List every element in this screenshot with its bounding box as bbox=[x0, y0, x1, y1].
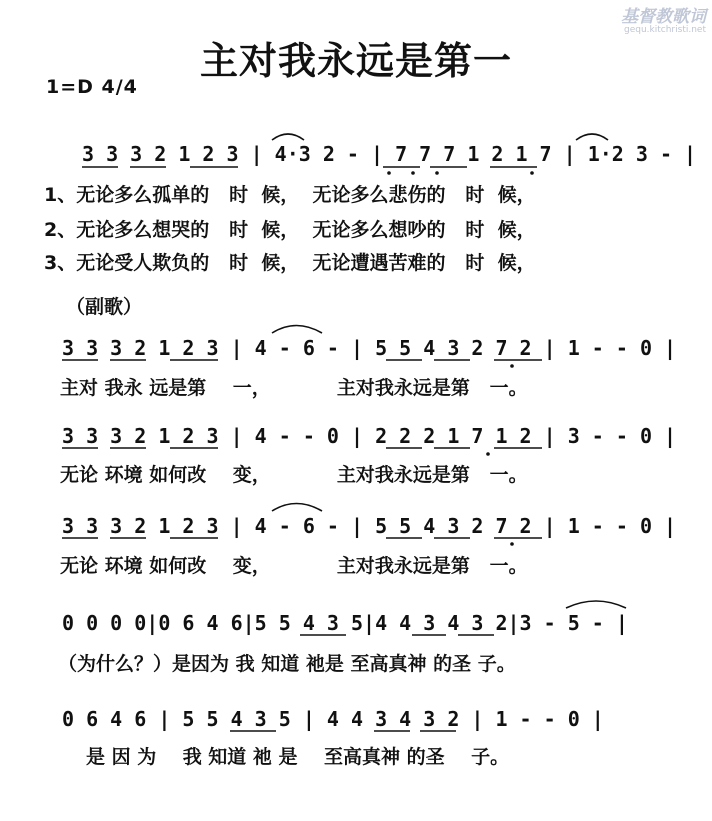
chorus-3-lyric: 无论 环境 如何改 变， 主对我永远是第 一。 bbox=[60, 555, 528, 577]
watermark bbox=[621, 2, 706, 35]
watermark-url: gequ.kitchristi.net bbox=[624, 25, 706, 35]
octave-dot bbox=[510, 364, 514, 368]
chorus-1-lyric: 主对 我永 远是第 一， 主对我永远是第 一。 bbox=[60, 377, 528, 399]
octave-dot bbox=[510, 542, 514, 546]
slur bbox=[566, 601, 626, 608]
octave-dot bbox=[486, 452, 490, 456]
octave-dot bbox=[530, 171, 534, 175]
bridge-lyric: （为什么？）是因为 我 知道 祂是 至高真神 的圣 子。 bbox=[58, 653, 516, 675]
bridge-notation: 0 0 0 0|0 6 4 6|5 5 4 3 5|4 4 3 4 3 2|3 - 5 - | bbox=[62, 611, 628, 635]
verse-notation: 3 3 3 2 1 2 3 | 4·3 2 - | 7 7 7 1 2 1 7 | 1·2 3 - | bbox=[82, 142, 697, 166]
chorus-1-notation: 3 3 3 2 1 2 3 | 4 - 6 - | 5 5 4 3 2 7 2 | 1 - - 0 | bbox=[62, 336, 677, 360]
octave-dot bbox=[411, 171, 415, 175]
ending-lyric: 是 因 为 我 知道 祂 是 至高真神 的圣 子。 bbox=[86, 746, 510, 768]
watermark-title: 基督教歌词 bbox=[621, 7, 706, 27]
ending-notation: 0 6 4 6 | 5 5 4 3 5 | 4 4 3 4 3 2 | 1 - - 0 | bbox=[62, 707, 604, 731]
octave-dot bbox=[435, 171, 439, 175]
verse-lyric-3: 3、无论受人欺负的 时 候， 无论遭遇苦难的 时 候， bbox=[44, 252, 536, 274]
chorus-label: （副歌） bbox=[66, 296, 143, 318]
slur bbox=[272, 134, 304, 140]
verse-lyric-1: 1、无论多么孤单的 时 候， 无论多么悲伤的 时 候， bbox=[44, 184, 536, 206]
slur bbox=[272, 326, 322, 334]
slur bbox=[576, 134, 608, 140]
chorus-2-lyric: 无论 环境 如何改 变， 主对我永远是第 一。 bbox=[60, 464, 528, 486]
slur bbox=[272, 504, 322, 512]
song-title: 主对我永远是第一 bbox=[199, 39, 512, 83]
key-signature: 1=D 4/4 bbox=[46, 76, 138, 98]
octave-dot bbox=[387, 171, 391, 175]
chorus-2-notation: 3 3 3 2 1 2 3 | 4 - - 0 | 2 2 2 1 7 1 2 | 3 - - 0 | bbox=[62, 424, 677, 448]
verse-lyric-2: 2、无论多么想哭的 时 候， 无论多么想吵的 时 候， bbox=[44, 219, 536, 241]
chorus-3-notation: 3 3 3 2 1 2 3 | 4 - 6 - | 5 5 4 3 2 7 2 | 1 - - 0 | bbox=[62, 514, 677, 538]
